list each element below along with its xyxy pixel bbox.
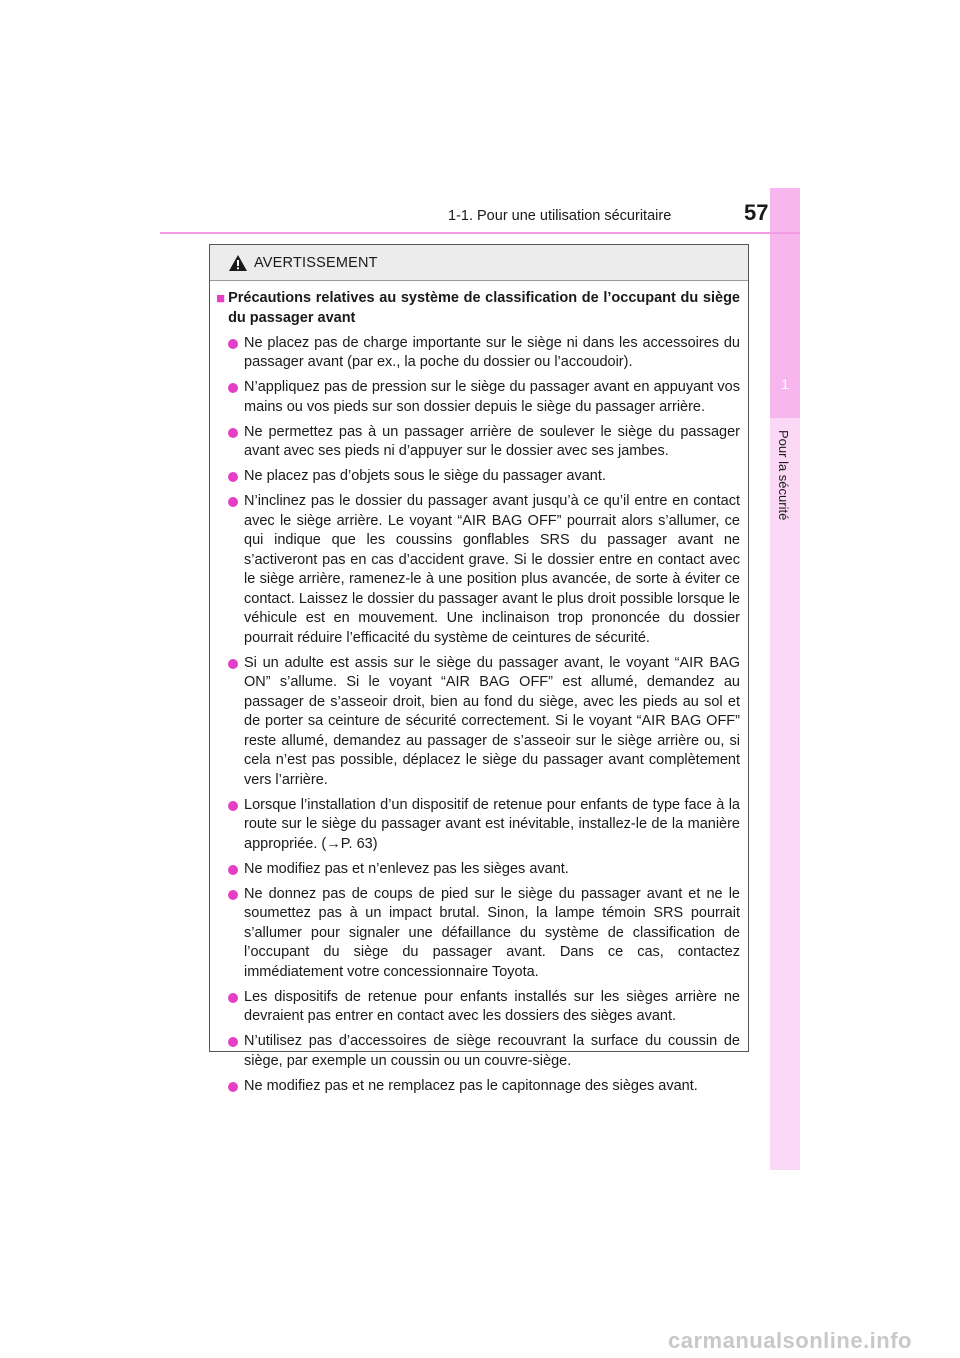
list-item (216, 860, 740, 880)
warning-title: AVERTISSEMENT (254, 254, 378, 271)
bullet-dot-icon (228, 801, 238, 811)
list-item-text: Ne donnez pas de coups de pied sur le siège du passager avant et ne le soumettez pas à un impact brutal. Sinon, la lampe témoin SRS pourrait s’allumer pour signaler une défaillance du système de classification de l’occupant du siège du passager avant. Dans ce cas, contactez immédiatement votre concessionnaire Toyota. (244, 885, 740, 980)
list-item-text: Ne placez pas d’objets sous le siège du passager avant. (244, 468, 606, 484)
warning-subheading-text: Précautions relatives au système de classification de l’occupant du siège du passager avant (228, 290, 740, 326)
bullet-dot-icon (228, 865, 238, 875)
bullet-dot-icon (228, 472, 238, 482)
list-item-text: Ne modifiez pas et n’enlevez pas les sièges avant. (244, 860, 569, 877)
warning-triangle-icon (228, 254, 248, 272)
header-rule (160, 232, 800, 234)
list-item (216, 1032, 740, 1071)
side-tab-chapter-label: Pour la sécurité (776, 430, 791, 521)
list-item-text: N’appliquez pas de pression sur le siège du passager avant en appuyant vos mains ou vos pieds sur son dossier depuis le siège du passager arrière. (244, 379, 740, 415)
running-header-section: 1-1. Pour une utilisation sécuritaire (448, 208, 672, 224)
warning-subheading (216, 289, 740, 328)
list-item-text: Ne placez pas de charge importante sur le siège ni dans les accessoires du passager avant (par ex., la poche du dossier ou l’accoudoir). (244, 334, 740, 370)
list-item-text: Ne permettez pas à un passager arrière de soulever le siège du passager avant avec ses pieds ni d’appuyer sur le dossier avec ses jambes. (244, 423, 740, 459)
bullet-dot-icon (228, 383, 238, 393)
warning-box (209, 244, 749, 1094)
list-item (216, 885, 740, 983)
bullet-dot-icon (228, 1037, 238, 1047)
list-item (216, 988, 740, 1027)
list-item (216, 334, 740, 373)
page-number: 57 (744, 200, 769, 225)
bullet-dot-icon (228, 993, 238, 1003)
list-item (216, 423, 740, 462)
list-item (216, 467, 740, 487)
list-item (216, 1077, 740, 1097)
list-item-text: Ne modifiez pas et ne remplacez pas le capitonnage des sièges avant. (244, 1077, 698, 1094)
list-item (216, 796, 740, 855)
list-item (216, 492, 740, 648)
warning-list (216, 334, 740, 1097)
list-item (216, 378, 740, 417)
list-item-text: N’utilisez pas d’accessoires de siège recouvrant la surface du coussin de siège, par exemple un coussin ou un couvre-siège. (244, 1033, 740, 1069)
list-item-text: Si un adulte est assis sur le siège du passager avant, le voyant “AIR BAG ON” s’allume. Si le voyant “AIR BAG OFF” est allumé, demandez au passager de s’asseoir droit, bien au fond du siège, avec les pieds au sol et de porter sa ceinture de sécurité correctement. Si le voyant “AIR BAG OFF” reste allumé, demandez au passager de s’asseoir sur le siège arrière ou, si cela n’est pas possible, déplacez le siège du passager avant complètement vers l’arrière. (244, 654, 740, 788)
bullet-dot-icon (228, 428, 238, 438)
warning-header (210, 245, 748, 281)
bullet-dot-icon (228, 497, 238, 507)
side-tab-strip (770, 418, 800, 1170)
list-item-text: N’inclinez pas le dossier du passager avant jusqu’à ce qu’il entre en contact avec le siège arrière. Le voyant “AIR BAG OFF” pourrait alors s’allumer, ce qui indique que les coussins gonflables SRS du passager avant ne s’activeront pas en cas d’accident grave. Si le dossier entre en contact avec le siège arrière, ramenez-le à une position plus avancée, de sorte à éviter ce contact. Laissez le dossier du passager avant le plus droit possible lorsque le véhicule est en mouvement. Une inclinaison trop prononcée du dossier pourrait réduire l’efficacité du système de ceintures de sécurité. (244, 493, 740, 646)
square-bullet-icon: ■ (216, 290, 226, 307)
list-item-text: Lorsque l’installation d’un dispositif de retenue pour enfants de type face à la route sur le siège du passager avant est inévitable, installez-le de la manière appropriée. (→P. 63) (244, 796, 740, 852)
watermark: carmanualsonline.info (668, 1328, 912, 1353)
bullet-dot-icon (228, 659, 238, 669)
bullet-dot-icon (228, 890, 238, 900)
warning-body (210, 281, 748, 1096)
list-item (216, 654, 740, 791)
bullet-dot-icon (228, 339, 238, 349)
side-tab-chapter-number: 1 (781, 376, 789, 392)
bullet-dot-icon (228, 1082, 238, 1092)
list-item-text: Les dispositifs de retenue pour enfants installés sur les sièges arrière ne devraient pas entrer en contact avec les dossiers des sièges avant. (244, 988, 740, 1024)
